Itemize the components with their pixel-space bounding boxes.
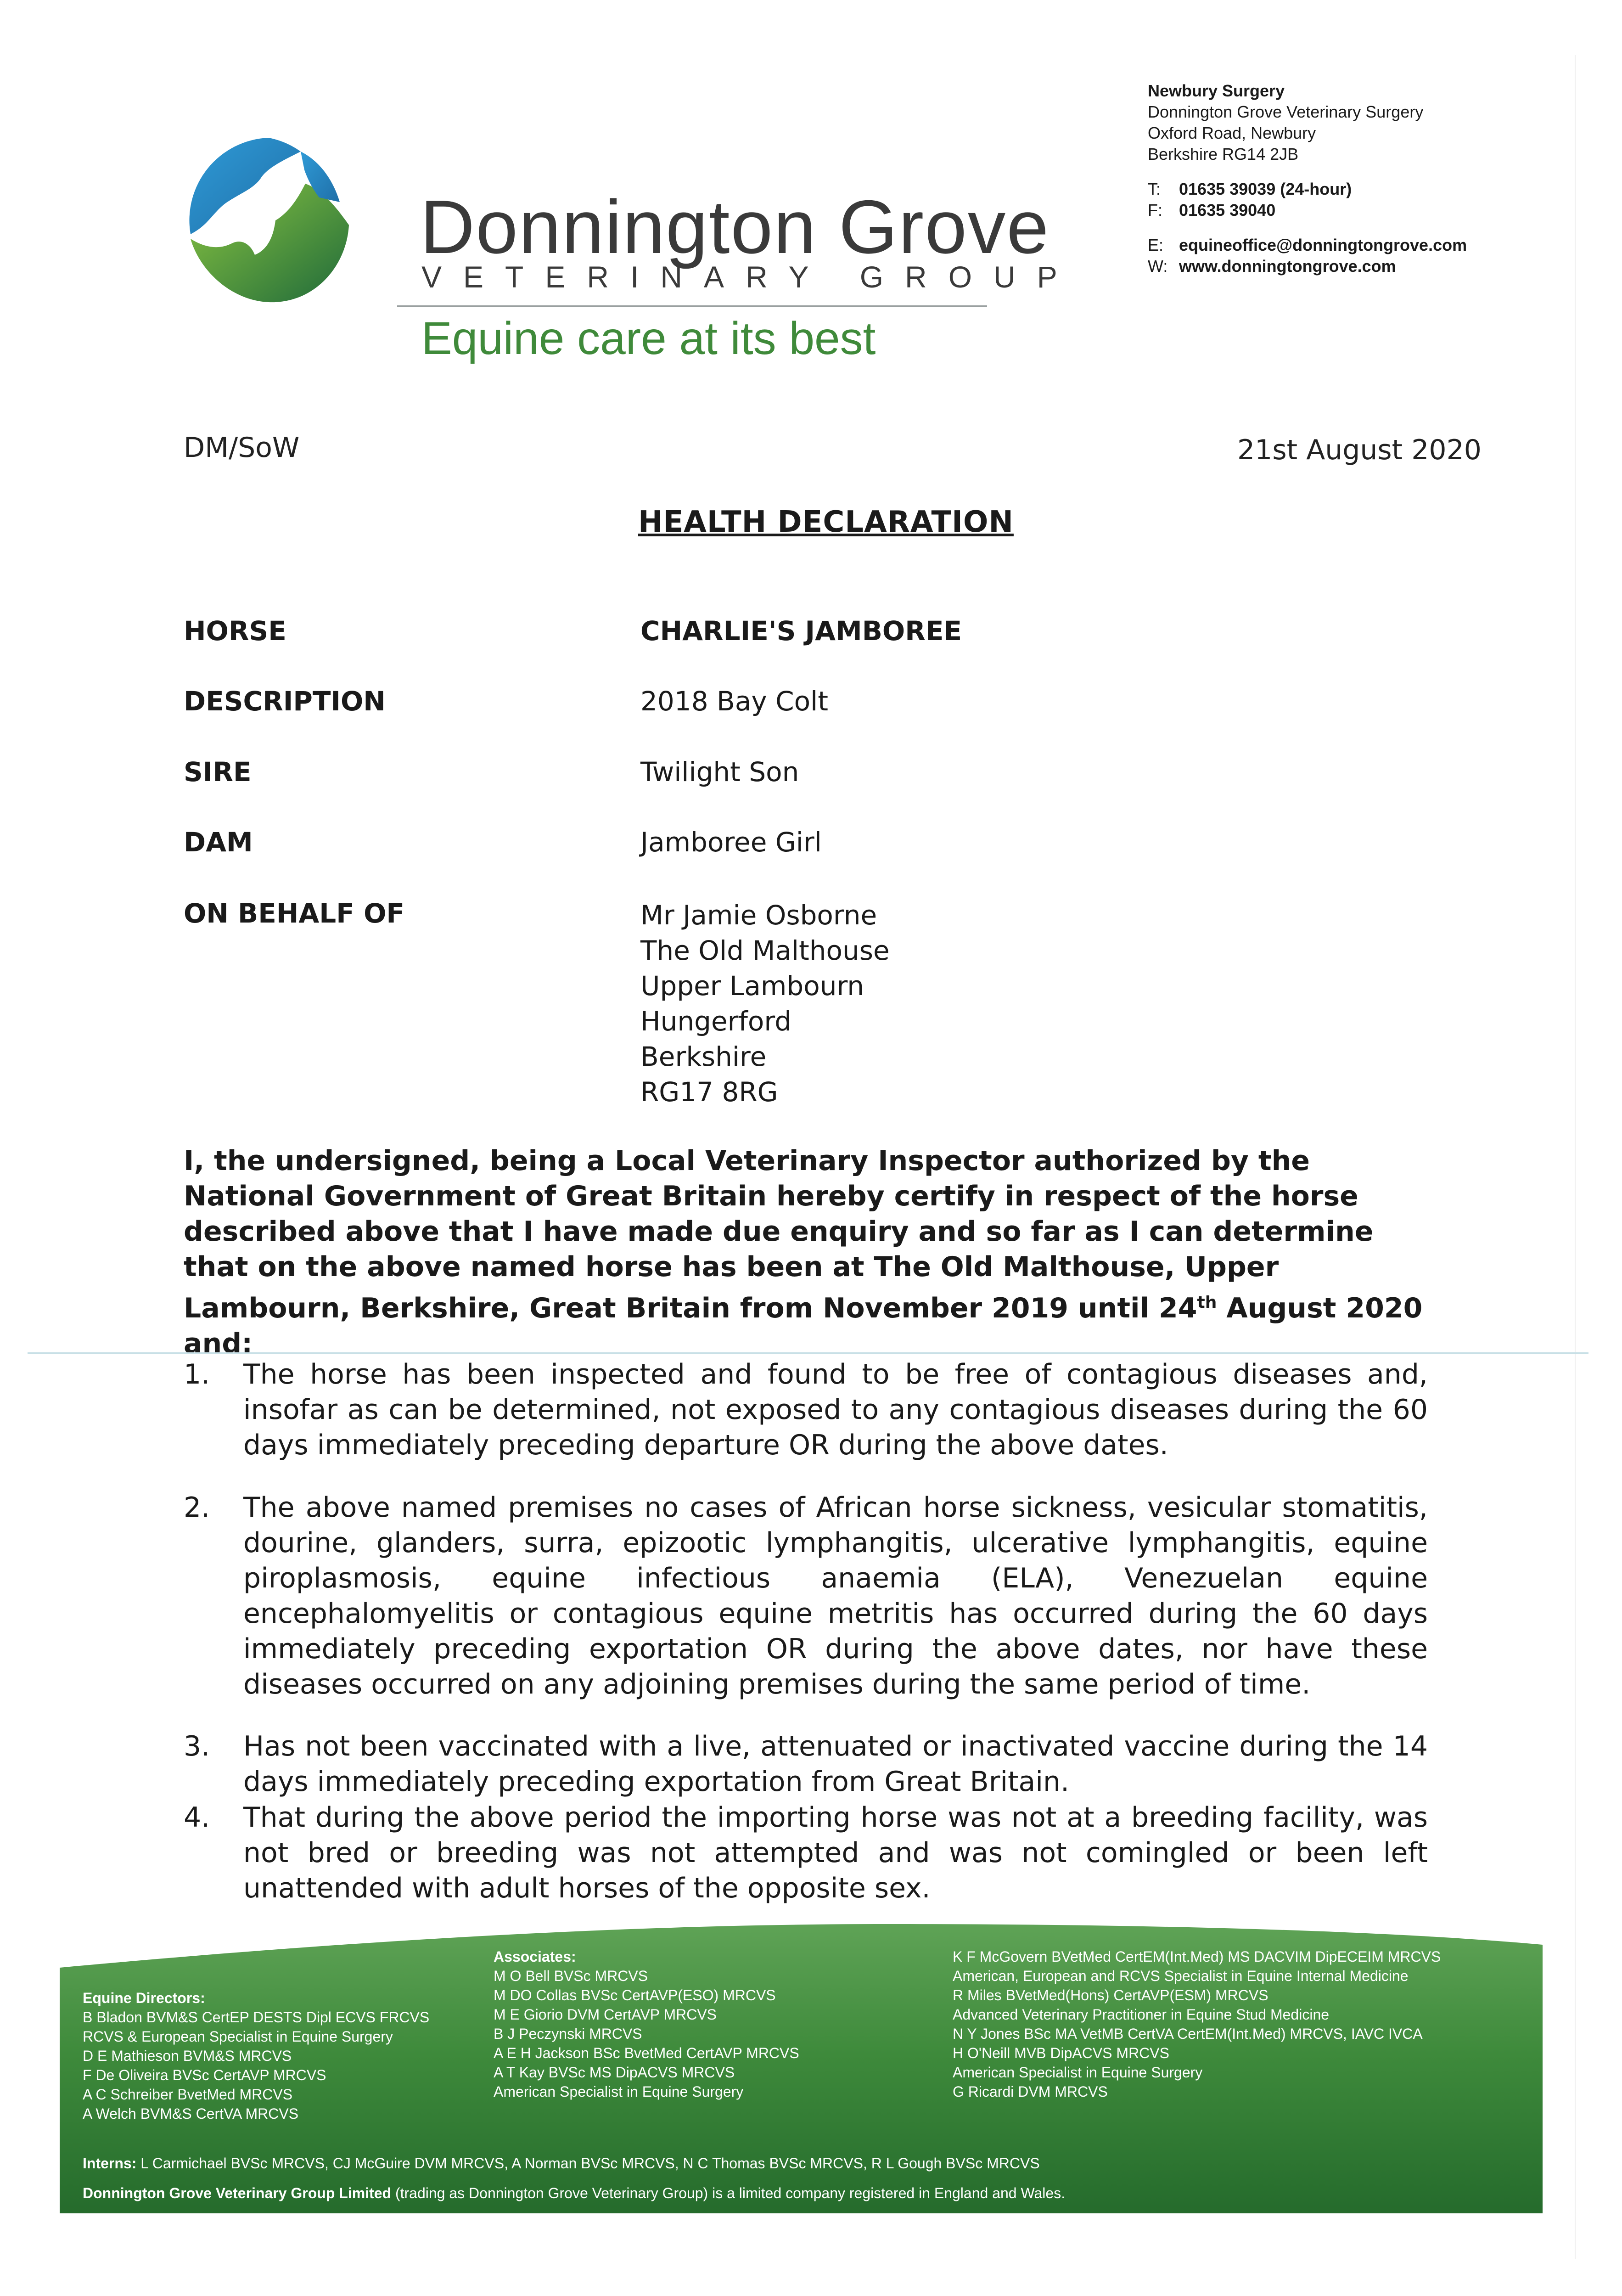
associate-line: H O'Neill MVB DipACVS MRCVS xyxy=(953,2045,1169,2061)
list-item xyxy=(184,1729,1428,1800)
page-edge-rule xyxy=(1575,55,1576,2259)
sire-value: Twilight Son xyxy=(640,756,799,788)
associates-heading: Associates: xyxy=(494,1948,576,1965)
director-line: B Bladon BVM&S CertEP DESTS Dipl ECVS FRCVS xyxy=(83,2009,430,2026)
description-label: DESCRIPTION xyxy=(184,686,386,717)
director-line: A Welch BVM&S CertVA MRCVS xyxy=(83,2105,299,2122)
fax-line xyxy=(1148,200,1467,221)
address-line: Oxford Road, Newbury xyxy=(1148,124,1316,142)
associate-line: M DO Collas BVSc CertAVP(ESO) MRCVS xyxy=(494,1987,776,2003)
item-text: Has not been vaccinated with a live, attenuated or inactivated vaccine during the 14 days immediately preceding exportation from Great Britain. xyxy=(243,1730,1428,1798)
phone-label: T: xyxy=(1148,180,1161,198)
item-text: That during the above period the importing horse was not at a breeding facility, was not bred or breeding was not attempted and was not comingled or been left unattended with adult horses of the opposite sex. xyxy=(243,1801,1428,1904)
fax-label: F: xyxy=(1148,201,1162,219)
sire-label: SIRE xyxy=(184,756,252,788)
tagline: Equine care at its best xyxy=(421,313,876,364)
address-line: Hungerford xyxy=(640,1006,792,1037)
associate-line: B J Peczynski MRCVS xyxy=(494,2026,642,2042)
description-value: 2018 Bay Colt xyxy=(640,686,828,717)
associate-line: N Y Jones BSc MA VetMB CertVA CertEM(Int.Med) MRCVS, IAVC IVCA xyxy=(953,2026,1423,2042)
statement-text-end: August 2020 and: xyxy=(184,1292,1423,1360)
address-line: Berkshire RG14 2JB xyxy=(1148,145,1299,163)
letter-date: 21st August 2020 xyxy=(1237,434,1482,466)
address-line: Donnington Grove Veterinary Surgery xyxy=(1148,102,1424,121)
phone-line xyxy=(1148,179,1467,200)
director-line: F De Oliveira BVSc CertAVP MRCVS xyxy=(83,2067,326,2083)
on-behalf-of-label: ON BEHALF OF xyxy=(184,898,404,929)
associates-block-2 xyxy=(953,1947,1441,2101)
item-number: 2. xyxy=(184,1491,210,1524)
email-line xyxy=(1148,235,1467,256)
list-item xyxy=(184,1800,1428,1906)
statement-text: I, the undersigned, being a Local Veterinary Inspector authorized by the National Government of Great Britain hereby certify in respect of the horse described above that I have made due enquiry and so far as I can determine that on the above named horse has been at The Old Malthouse, Upper Lambourn, Berkshire, Great Britain from November 2019 until 24 xyxy=(184,1145,1374,1324)
interns-heading: Interns: xyxy=(83,2155,137,2172)
dam-value: Jamboree Girl xyxy=(640,827,822,858)
company-name: Donnington Grove Veterinary Group Limited xyxy=(83,2185,392,2201)
item-number: 3. xyxy=(184,1730,210,1762)
item-number: 4. xyxy=(184,1801,210,1834)
associate-line: A T Kay BVSc MS DipACVS MRCVS xyxy=(494,2064,735,2081)
interns-text: L Carmichael BVSc MRCVS, CJ McGuire DVM MRCVS, A Norman BVSc MRCVS, N C Thomas BVSc MRCVS, R L Gough BVSc MRCVS xyxy=(140,2155,1040,2172)
associate-line: American Specialist in Equine Surgery xyxy=(494,2083,744,2100)
director-line: A C Schreiber BvetMed MRCVS xyxy=(83,2086,293,2103)
statement-superscript: th xyxy=(1197,1293,1217,1312)
item-text: The above named premises no cases of African horse sickness, vesicular stomatitis, dourine, glanders, surra, epizootic lymphangitis, ulcerative lymphangitis, equine piroplasmosis, equine infectious anaemia (ELA), Venezuelan equine encephalomyelitis or contagious equine metritis has occurred during the 60 days immediately preceding exportation OR during the above dates, nor have these diseases occurred on any adjoining premises during the same period of time. xyxy=(243,1491,1428,1700)
web-line xyxy=(1148,256,1467,277)
associate-line: Advanced Veterinary Practitioner in Equine Stud Medicine xyxy=(953,2006,1330,2023)
list-item xyxy=(184,1490,1428,1702)
web-label: W: xyxy=(1148,257,1168,276)
associate-line: G Ricardi DVM MRCVS xyxy=(953,2083,1108,2100)
associate-line: A E H Jackson BSc BvetMed CertAVP MRCVS xyxy=(494,2045,799,2061)
brand-name: Donnington Grove xyxy=(420,185,1050,269)
director-line: RCVS & European Specialist in Equine Surgery xyxy=(83,2028,393,2045)
phone-number: 01635 39039 (24-hour) xyxy=(1179,180,1352,198)
associate-line: R Miles BVetMed(Hons) CertAVP(ESM) MRCVS xyxy=(953,1987,1268,2003)
reference: DM/SoW xyxy=(184,432,300,464)
item-text: The horse has been inspected and found to be free of contagious diseases and, insofar as can be determined, not exposed to any contagious diseases during the 60 days immediately preceding departure OR during the above dates. xyxy=(243,1358,1428,1461)
on-behalf-of-address xyxy=(640,898,890,1110)
directors-heading: Equine Directors: xyxy=(83,1990,205,2006)
horse-label: HORSE xyxy=(184,615,286,647)
fax-number: 01635 39040 xyxy=(1179,201,1276,219)
company-text: (trading as Donnington Grove Veterinary Group) is a limited company registered in England and Wales. xyxy=(395,2185,1066,2201)
web-link[interactable]: www.donningtongrove.com xyxy=(1179,257,1396,276)
horse-value: CHARLIE'S JAMBOREE xyxy=(640,615,962,647)
dam-label: DAM xyxy=(184,827,253,858)
list-item xyxy=(184,1357,1428,1463)
associate-line: American, European and RCVS Specialist in Equine Internal Medicine xyxy=(953,1968,1409,1984)
horse-head-logo-icon xyxy=(181,133,356,308)
surgery-name: Newbury Surgery xyxy=(1148,81,1285,100)
address-line: Berkshire xyxy=(640,1041,767,1072)
brand-group: VETERINARY GROUP xyxy=(421,260,1079,294)
certification-statement xyxy=(184,1143,1437,1362)
email-label: E: xyxy=(1148,236,1164,254)
associate-line: American Specialist in Equine Surgery xyxy=(953,2064,1203,2081)
associate-line: K F McGovern BVetMed CertEM(Int.Med) MS DACVIM DipECEIM MRCVS xyxy=(953,1948,1441,1965)
address-line: RG17 8RG xyxy=(640,1076,778,1108)
interns-line xyxy=(83,2154,1040,2173)
company-line xyxy=(83,2183,1065,2203)
director-line: D E Mathieson BVM&S MRCVS xyxy=(83,2048,292,2064)
address-line: Upper Lambourn xyxy=(640,970,864,1002)
email-link[interactable]: equineoffice@donningtongrove.com xyxy=(1179,236,1467,254)
scan-divider xyxy=(28,1352,1588,1354)
contact-block xyxy=(1148,80,1467,277)
associate-line: M E Giorio DVM CertAVP MRCVS xyxy=(494,2006,717,2023)
address-line: The Old Malthouse xyxy=(640,935,890,966)
item-number: 1. xyxy=(184,1358,210,1390)
address-line: Mr Jamie Osborne xyxy=(640,900,877,931)
directors-block xyxy=(83,1988,429,2123)
page-title: HEALTH DECLARATION xyxy=(638,505,1014,539)
associate-line: M O Bell BVSc MRCVS xyxy=(494,1968,648,1984)
associates-block xyxy=(494,1947,799,2101)
brand-rule xyxy=(397,305,987,307)
